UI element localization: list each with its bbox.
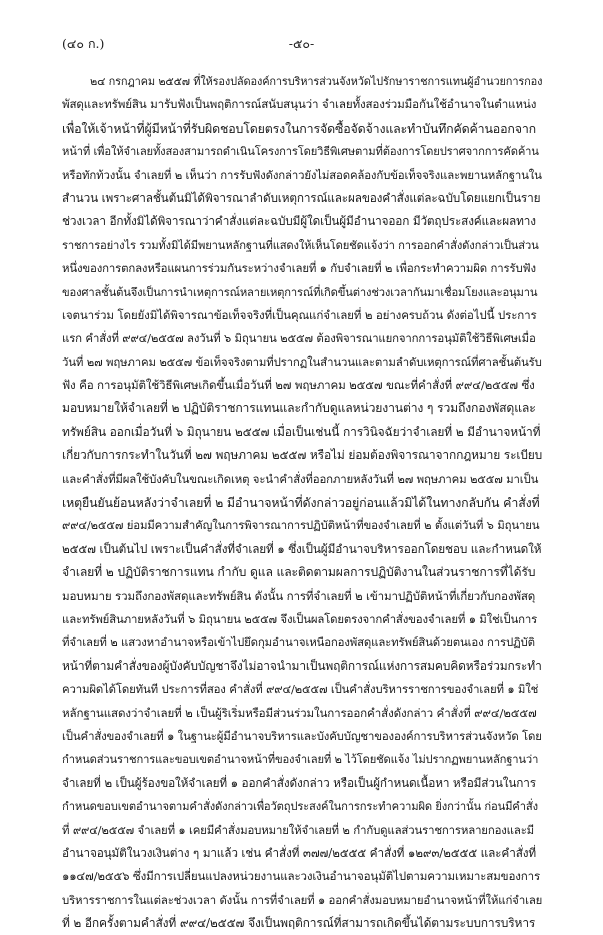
text-line: และทรัพย์สินภายหลังวันที่ ๖ มิถุนายน ๒๕๕๗ จึงเป็นผลโดยตรงจากคำสั่งของจำเลยที่ ๑ มิใช่เป็นการ: [62, 611, 538, 626]
text-line: เจตนาร่วม โดยยังมิได้พิจารณาข้อเท็จจริงที่เป็นคุณแก่จำเลยที่ ๒ อย่างครบถ้วน ดังต่อไปนี้ ประการ: [62, 307, 537, 322]
text-line: ๒๔ กรกฎาคม ๒๕๕๗ ที่ให้รองปลัดองค์การบริหารส่วนจังหวัดไปรักษาราชการแทนผู้อำนวยการกอง: [90, 75, 543, 88]
text-line: กำหนดขอบเขตอำนาจตามคำสั่งดังกล่าวเพื่อวัตถุประสงค์ในการกระทำความผิด ยิ่งกว่านั้น ก่อนมีคำสั่ง: [62, 800, 538, 814]
text-line: มอบหมาย รวมถึงกองพัสดุและทรัพย์สิน ดังนั้น การที่จำเลยที่ ๒ เข้ามาปฏิบัติหน้าที่เกี่ยวกับกองพัสดุ: [62, 588, 536, 603]
text-line: เพื่อให้เจ้าหน้าที่ผู้มีหน้าที่รับผิดชอบโดยตรงในการจัดซื้อจัดจ้างและทำบันทึกคัดค้านออกจาก: [62, 120, 537, 136]
text-line: อำนาจอนุมัติในวงเงินต่าง ๆ มาแล้ว เช่น คำสั่งที่ ๓๗๗/๒๕๕๕ คำสั่งที่ ๑๒๙๓/๒๕๕๕ และคำสั่งที่: [62, 845, 537, 860]
text-line: ช่วงเวลา อีกทั้งมิได้พิจารณาว่าคำสั่งแต่ละฉบับมีผู้ใดเป็นผู้มีอำนาจออก มีวัตถุประสงค์และผลทาง: [62, 214, 536, 229]
text-line: หรือทักท้วงนั้น จำเลยที่ ๒ เห็นว่า การรับฟังดังกล่าวยังไม่สอดคล้องกับข้อเท็จจริงและพยานหลักฐานใน: [62, 167, 542, 182]
body-text: [62, 70, 543, 931]
text-line: มอบหมายให้จำเลยที่ ๒ ปฏิบัติราชการแทนและกำกับดูแลหน่วยงานต่าง ๆ รวมถึงกองพัสดุและ: [62, 401, 536, 416]
text-line: หนึ่งของการตกลงหรือแผนการร่วมกันระหว่างจำเลยที่ ๑ กับจำเลยที่ ๒ เพื่อกระทำความผิด การรับฟัง: [62, 261, 536, 276]
text-line: ทรัพย์สิน ออกเมื่อวันที่ ๖ มิถุนายน ๒๕๕๗ เมื่อเป็นเช่นนี้ การวินิจฉัยว่าจำเลยที่ ๒ มีอำนาจหน้าที่: [62, 424, 541, 439]
text-line: ฟัง คือ การอนุมัติใช้วิธีพิเศษเกิดขึ้นเมื่อวันที่ ๒๗ พฤษภาคม ๒๕๕๗ ขณะที่คำสั่งที่ ๙๙๔/๒๕๕๗ ซึ่ง: [62, 378, 535, 393]
text-line: ๑๑๔๗/๒๕๕๖ ซึ่งมีการเปลี่ยนแปลงหน่วยงานและวงเงินอำนาจอนุมัติไปตามความเหมาะสมของการ: [62, 869, 541, 884]
text-line: ความผิดได้โดยทันที ประการที่สอง คำสั่งที่ ๙๙๔/๒๕๕๗ เป็นคำสั่งบริหารราชการของจำเลยที่ ๑ มิใช่: [62, 682, 539, 697]
text-line: หน้าที่ตามคำสั่งของผู้บังคับบัญชาจึงไม่อาจนำมาเป็นพฤติการณ์แห่งการสมคบคิดหรือร่วมกระทำ: [62, 658, 542, 673]
page-number: -๕๐-: [288, 36, 315, 51]
text-line: เป็นคำสั่งของจำเลยที่ ๑ ในฐานะผู้มีอำนาจบริหารและบังคับบัญชาขององค์การบริหารส่วนจังหวัด โดย: [62, 728, 542, 743]
text-line: เหตุยืนยันย้อนหลังว่าจำเลยที่ ๒ มีอำนาจหน้าที่ดังกล่าวอยู่ก่อนแล้วมิได้ในทางกลับกัน คำสั่งที่: [62, 495, 540, 511]
page-header: [62, 34, 541, 52]
case-number: (๔๐ ก.): [62, 36, 105, 51]
text-line: ที่จำเลยที่ ๒ แสวงหาอำนาจหรือเข้าไปยึดกุมอำนาจเหนือกองพัสดุและทรัพย์สินด้วยตนเอง การปฏิบัติ: [62, 635, 535, 650]
text-line: จำเลยที่ ๒ เป็นผู้ร้องขอให้จำเลยที่ ๑ ออกคำสั่งดังกล่าว หรือเป็นผู้กำหนดเนื้อหา หรือมีส่วนในการ: [62, 775, 536, 790]
text-line: ๙๙๔/๒๕๕๗ ย่อมมีความสำคัญในการพิจารณาการปฏิบัติหน้าที่ของจำเลยที่ ๒ ตั้งแต่วันที่ ๖ มิถุนายน: [62, 518, 540, 533]
text-line: แรก คำสั่งที่ ๙๙๔/๒๕๕๗ ลงวันที่ ๖ มิถุนายน ๒๕๕๗ ต้องพิจารณาแยกจากการอนุมัติใช้วิธีพิเศษเมื่อ: [62, 331, 536, 346]
text-line: พัสดุและทรัพย์สิน มารับฟังเป็นพฤติการณ์สนับสนุนว่า จำเลยทั้งสองร่วมมือกันใช้อำนาจในตำแหน่ง: [62, 97, 537, 112]
text-line: ของศาลชั้นต้นจึงเป็นการนำเหตุการณ์หลายเหตุการณ์ที่เกิดขึ้นต่างช่วงเวลากันมาเชื่อมโยงและอนุมาน: [62, 285, 538, 299]
text-line: เกี่ยวกับการกระทำในวันที่ ๒๗ พฤษภาคม ๒๕๕๗ หรือไม่ ย่อมต้องพิจารณาจากกฎหมาย ระเบียบ: [62, 448, 543, 463]
text-line: ๒๕๕๗ เป็นต้นไป เพราะเป็นคำสั่งที่จำเลยที่ ๑ ซึ่งเป็นผู้มีอำนาจบริหารออกโดยชอบ และกำหนดให้: [62, 541, 542, 556]
text-line: สำนวน เพราะศาลชั้นต้นมิได้พิจารณาลำดับเหตุการณ์และผลของคำสั่งแต่ละฉบับโดยแยกเป็นราย: [62, 190, 541, 205]
text-line: จำเลยที่ ๒ ปฏิบัติราชการแทน กำกับ ดูแล และติดตามผลการปฏิบัติงานในส่วนราชการที่ได้รับ: [62, 565, 536, 580]
text-line: หน้าที่ เพื่อให้จำเลยทั้งสองสามารถดำเนินโครงการโดยวิธีพิเศษตามที่ต้องการโดยปราศจากการคัดค้าน: [62, 145, 539, 159]
text-line: กำหนดส่วนราชการและขอบเขตอำนาจหน้าที่ของจำเลยที่ ๒ ไว้โดยชัดแจ้ง ไม่ปรากฏพยานหลักฐานว่า: [62, 753, 539, 767]
text-line: หลักฐานแสดงว่าจำเลยที่ ๒ เป็นผู้ริเริ่มหรือมีส่วนร่วมในการออกคำสั่งดังกล่าว คำสั่งที่ ๙๙๔/๒๕๕๗: [62, 705, 537, 720]
text-line: บริหารราชการในแต่ละช่วงเวลา ดังนั้น การที่จำเลยที่ ๑ ออกคำสั่งมอบหมายอำนาจหน้าที่ให้แก่จำเลย: [62, 892, 543, 907]
text-line: และคำสั่งที่มีผลใช้บังคับในขณะเกิดเหตุ จะนำคำสั่งที่ออกภายหลังวันที่ ๒๗ พฤษภาคม ๒๕๕๗ มาเป็น: [62, 471, 539, 486]
text-line: ที่ ๒ อีกครั้งตามคำสั่งที่ ๙๙๔/๒๕๕๗ จึงเป็นพฤติการณ์ที่สามารถเกิดขึ้นได้ตามระบบการบริหาร: [62, 916, 536, 931]
text-line: วันที่ ๒๗ พฤษภาคม ๒๕๕๗ ข้อเท็จจริงตามที่ปรากฏในสำนวนและตามลำดับเหตุการณ์ที่ศาลชั้นต้นรับ: [62, 354, 542, 369]
text-line: ที่ ๙๙๔/๒๕๕๗ จำเลยที่ ๑ เคยมีคำสั่งมอบหมายให้จำเลยที่ ๒ กำกับดูแลส่วนราชการหลายกองและมี: [62, 822, 535, 837]
text-line: ราชการอย่างไร รวมทั้งมิได้มีพยานหลักฐานที่แสดงให้เห็นโดยชัดแจ้งว่า การออกคำสั่งดังกล่าวเป็นส่วน: [62, 238, 539, 252]
